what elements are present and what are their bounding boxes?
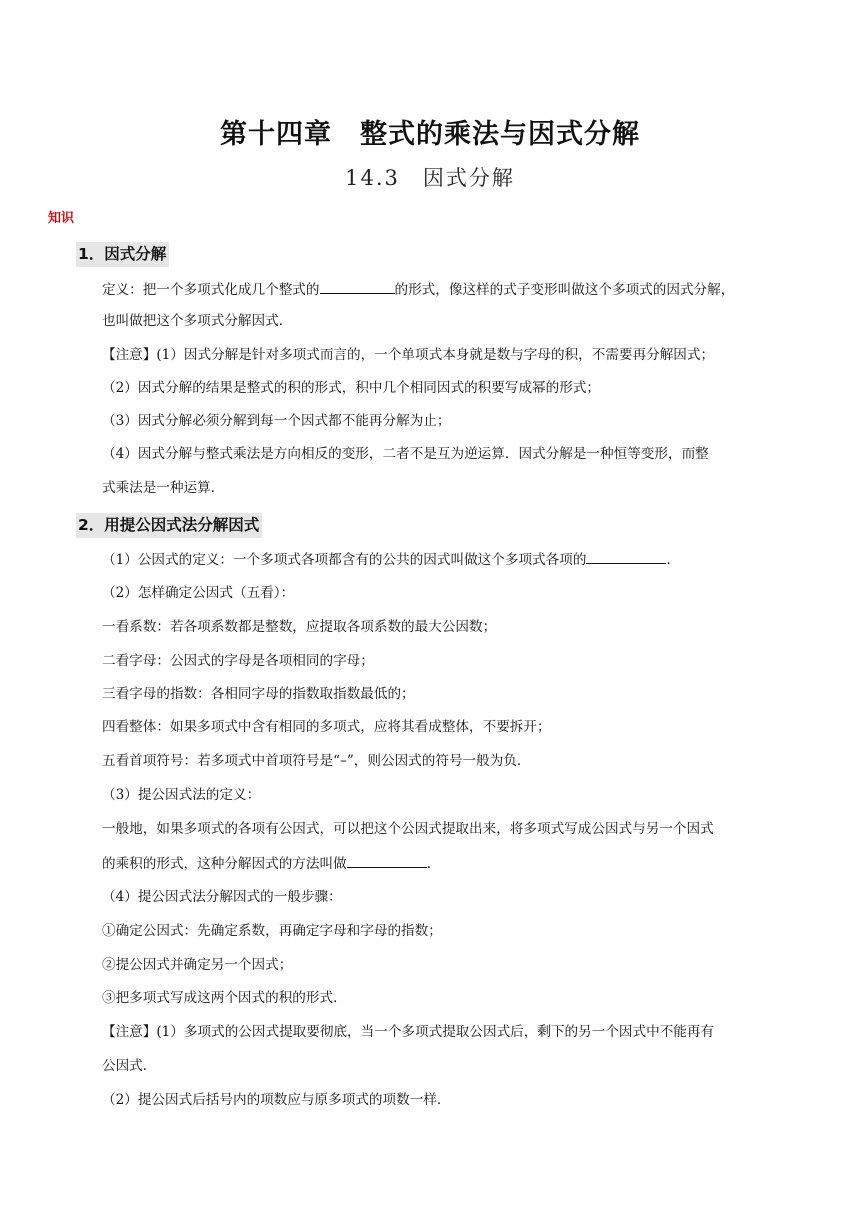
period: ． xyxy=(426,856,441,872)
note-line-3: （3）因式分解必须分解到每一个因式都不能再分解为止； xyxy=(102,413,451,429)
look-1: 一看系数：若各项系数都是整数，应提取各项系数的最大公因数； xyxy=(102,619,497,635)
section-title: 14.3 因式分解 xyxy=(345,166,515,190)
look-4: 四看整体：如果多项式中含有相同的多项式，应将其看成整体，不要拆开； xyxy=(102,719,551,735)
note-common-factor-2: （2）提公因式后括号内的项数应与原多项式的项数一样． xyxy=(102,1092,451,1108)
fill-blank xyxy=(586,549,666,564)
five-looks-intro: （2）怎样确定公因式（五看）： xyxy=(102,585,295,601)
fill-blank xyxy=(320,279,395,294)
definition-text-b: 的形式，像这样的式子变形叫做这个多项式的因式分解， xyxy=(394,282,735,298)
note-line-4-cont: 式乘法是一种运算． xyxy=(102,480,225,496)
steps-intro: （4）提公因式法分解因式的一般步骤： xyxy=(102,889,342,905)
step-2: ②提公因式并确定另一个因式； xyxy=(102,957,293,973)
definition-text-a: 定义：把一个多项式化成几个整式的 xyxy=(102,282,320,298)
heading-common-factor: 2．用提公因式法分解因式 xyxy=(76,513,262,538)
step-3: ③把多项式写成这两个因式的积的形式． xyxy=(102,990,347,1006)
method-text: 的乘积的形式，这种分解因式的方法叫做 xyxy=(102,856,347,872)
definition-line xyxy=(102,279,734,300)
look-2: 二看字母：公因式的字母是各项相同的字母； xyxy=(102,653,374,669)
common-factor-definition xyxy=(102,549,680,570)
look-3: 三看字母的指数：各相同字母的指数取指数最低的； xyxy=(102,686,415,702)
method-definition-text-cont xyxy=(102,853,440,874)
knowledge-tag: 知识 xyxy=(48,211,75,226)
note-common-factor: 【注意】(1）多项式的公因式提取要彻底，当一个多项式提取公因式后，剩下的另一个因式中不能再有 xyxy=(102,1024,715,1040)
step-1: ①确定公因式：先确定系数，再确定字母和字母的指数； xyxy=(102,923,442,939)
common-factor-text: （1）公因式的定义：一个多项式各项都含有的公共的因式叫做这个多项式各项的 xyxy=(102,552,587,568)
definition-line-cont: 也叫做把这个多项式分解因式． xyxy=(102,313,293,329)
look-5: 五看首项符号：若多项式中首项符号是“–”，则公因式的符号一般为负． xyxy=(102,753,531,769)
note-line-1: 【注意】(1）因式分解是针对多项式而言的，一个单项式本身就是数与字母的积，不需要再分解因式； xyxy=(102,347,715,363)
method-definition-intro: （3）提公因式法的定义： xyxy=(102,787,261,803)
note-common-factor-cont: 公因式． xyxy=(102,1058,157,1074)
fill-blank xyxy=(347,853,427,868)
period: ． xyxy=(666,552,681,568)
note-line-2: （2）因式分解的结果是整式的积的形式，积中几个相同因式的积要写成幂的形式； xyxy=(102,380,601,396)
heading-factorization: 1．因式分解 xyxy=(76,242,169,267)
chapter-title: 第十四章 整式的乘法与因式分解 xyxy=(220,119,640,150)
method-definition-text: 一般地，如果多项式的各项有公因式，可以把这个公因式提取出来，将多项式写成公因式与另一个因式 xyxy=(102,821,714,837)
note-line-4: （4）因式分解与整式乘法是方向相反的变形，二者不是互为逆运算．因式分解是一种恒等变形，而整 xyxy=(102,446,709,462)
